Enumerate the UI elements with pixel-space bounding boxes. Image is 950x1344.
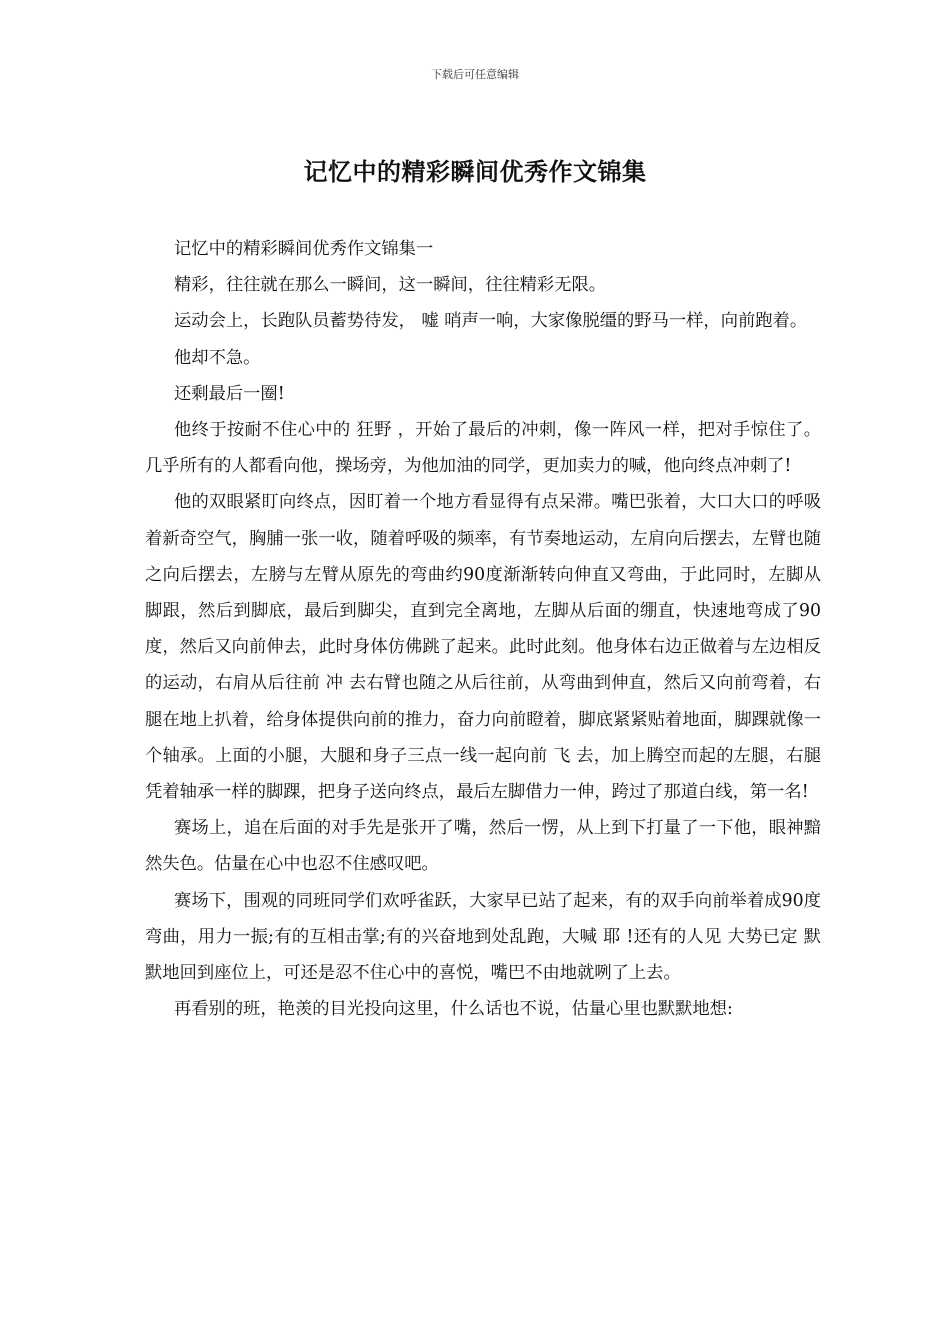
- paragraph: 精彩，往往就在那么一瞬间，这一瞬间，往往精彩无限。: [174, 275, 607, 296]
- paragraph: 他终于按耐不住心中的 狂野 ，开始了最后的冲刺，像一阵风一样，把对手惊住了。几乎所有的人都看向他，操场旁，为他加油的同学，更加卖力的喊，他向终点冲刺了!: [145, 420, 821, 477]
- page-header: 下载后可任意编辑: [431, 68, 519, 81]
- paragraph: 记忆中的精彩瞬间优秀作文锦集一: [174, 239, 434, 259]
- paragraph: 赛场下，围观的同班同学们欢呼雀跃，大家早已站了起来，有的双手向前举着成90度弯曲，用力一振;有的互相击掌;有的兴奋地到处乱跑，大喊 耶 !还有的人见 大势已定 默默地回到座位上，可还是忍不住心中的喜悦，嘴巴不由地就咧了上去。: [145, 890, 821, 984]
- paragraph: 他却不急。: [174, 347, 261, 368]
- paragraph: 他的双眼紧盯向终点，因盯着一个地方看显得有点呆滞。嘴巴张着，大口大口的呼吸着新奇空气，胸脯一张一收，随着呼吸的频率，有节奏地运动，左肩向后摆去，左臂也随之向后摆去，左膀与左臂从原先的弯曲约90度渐渐转向伸直又弯曲，于此同时，左脚从脚跟，然后到脚底，最后到脚尖，直到完全离地，左脚从后面的绷直，快速地弯成了90度，然后又向前伸去，此时身体仿佛跳了起来。此时此刻。他身体右边正做着与左边相反的运动，右肩从后往前 冲 去右臂也随之从后往前，从弯曲到伸直，然后又向前弯着，右腿在地上扒着，给身体提供向前的推力，奋力向前瞪着，脚底紧紧贴着地面，脚踝就像一个轴承。上面的小腿，大腿和身子三点一线一起向前 飞 去，加上腾空而起的左腿，右腿凭着轴承一样的脚踝，把身子送向终点，最后左脚借力一伸，跨过了那道白线，第一名!: [145, 492, 821, 803]
- paragraph: 再看别的班，艳羡的目光投向这里，什么话也不说，估量心里也默默地想:: [174, 999, 733, 1020]
- paragraph: 运动会上，长跑队员蓄势待发， 嘘 哨声一响，大家像脱缰的野马一样，向前跑着。: [174, 311, 808, 332]
- paragraph: 赛场上，追在后面的对手先是张开了嘴，然后一愣，从上到下打量了一下他，眼神黯然失色。估量在心中也忍不住感叹吧。: [145, 818, 821, 875]
- document-body: [145, 231, 821, 1027]
- document-title: 记忆中的精彩瞬间优秀作文锦集: [303, 157, 647, 186]
- paragraph: 还剩最后一圈!: [174, 383, 285, 404]
